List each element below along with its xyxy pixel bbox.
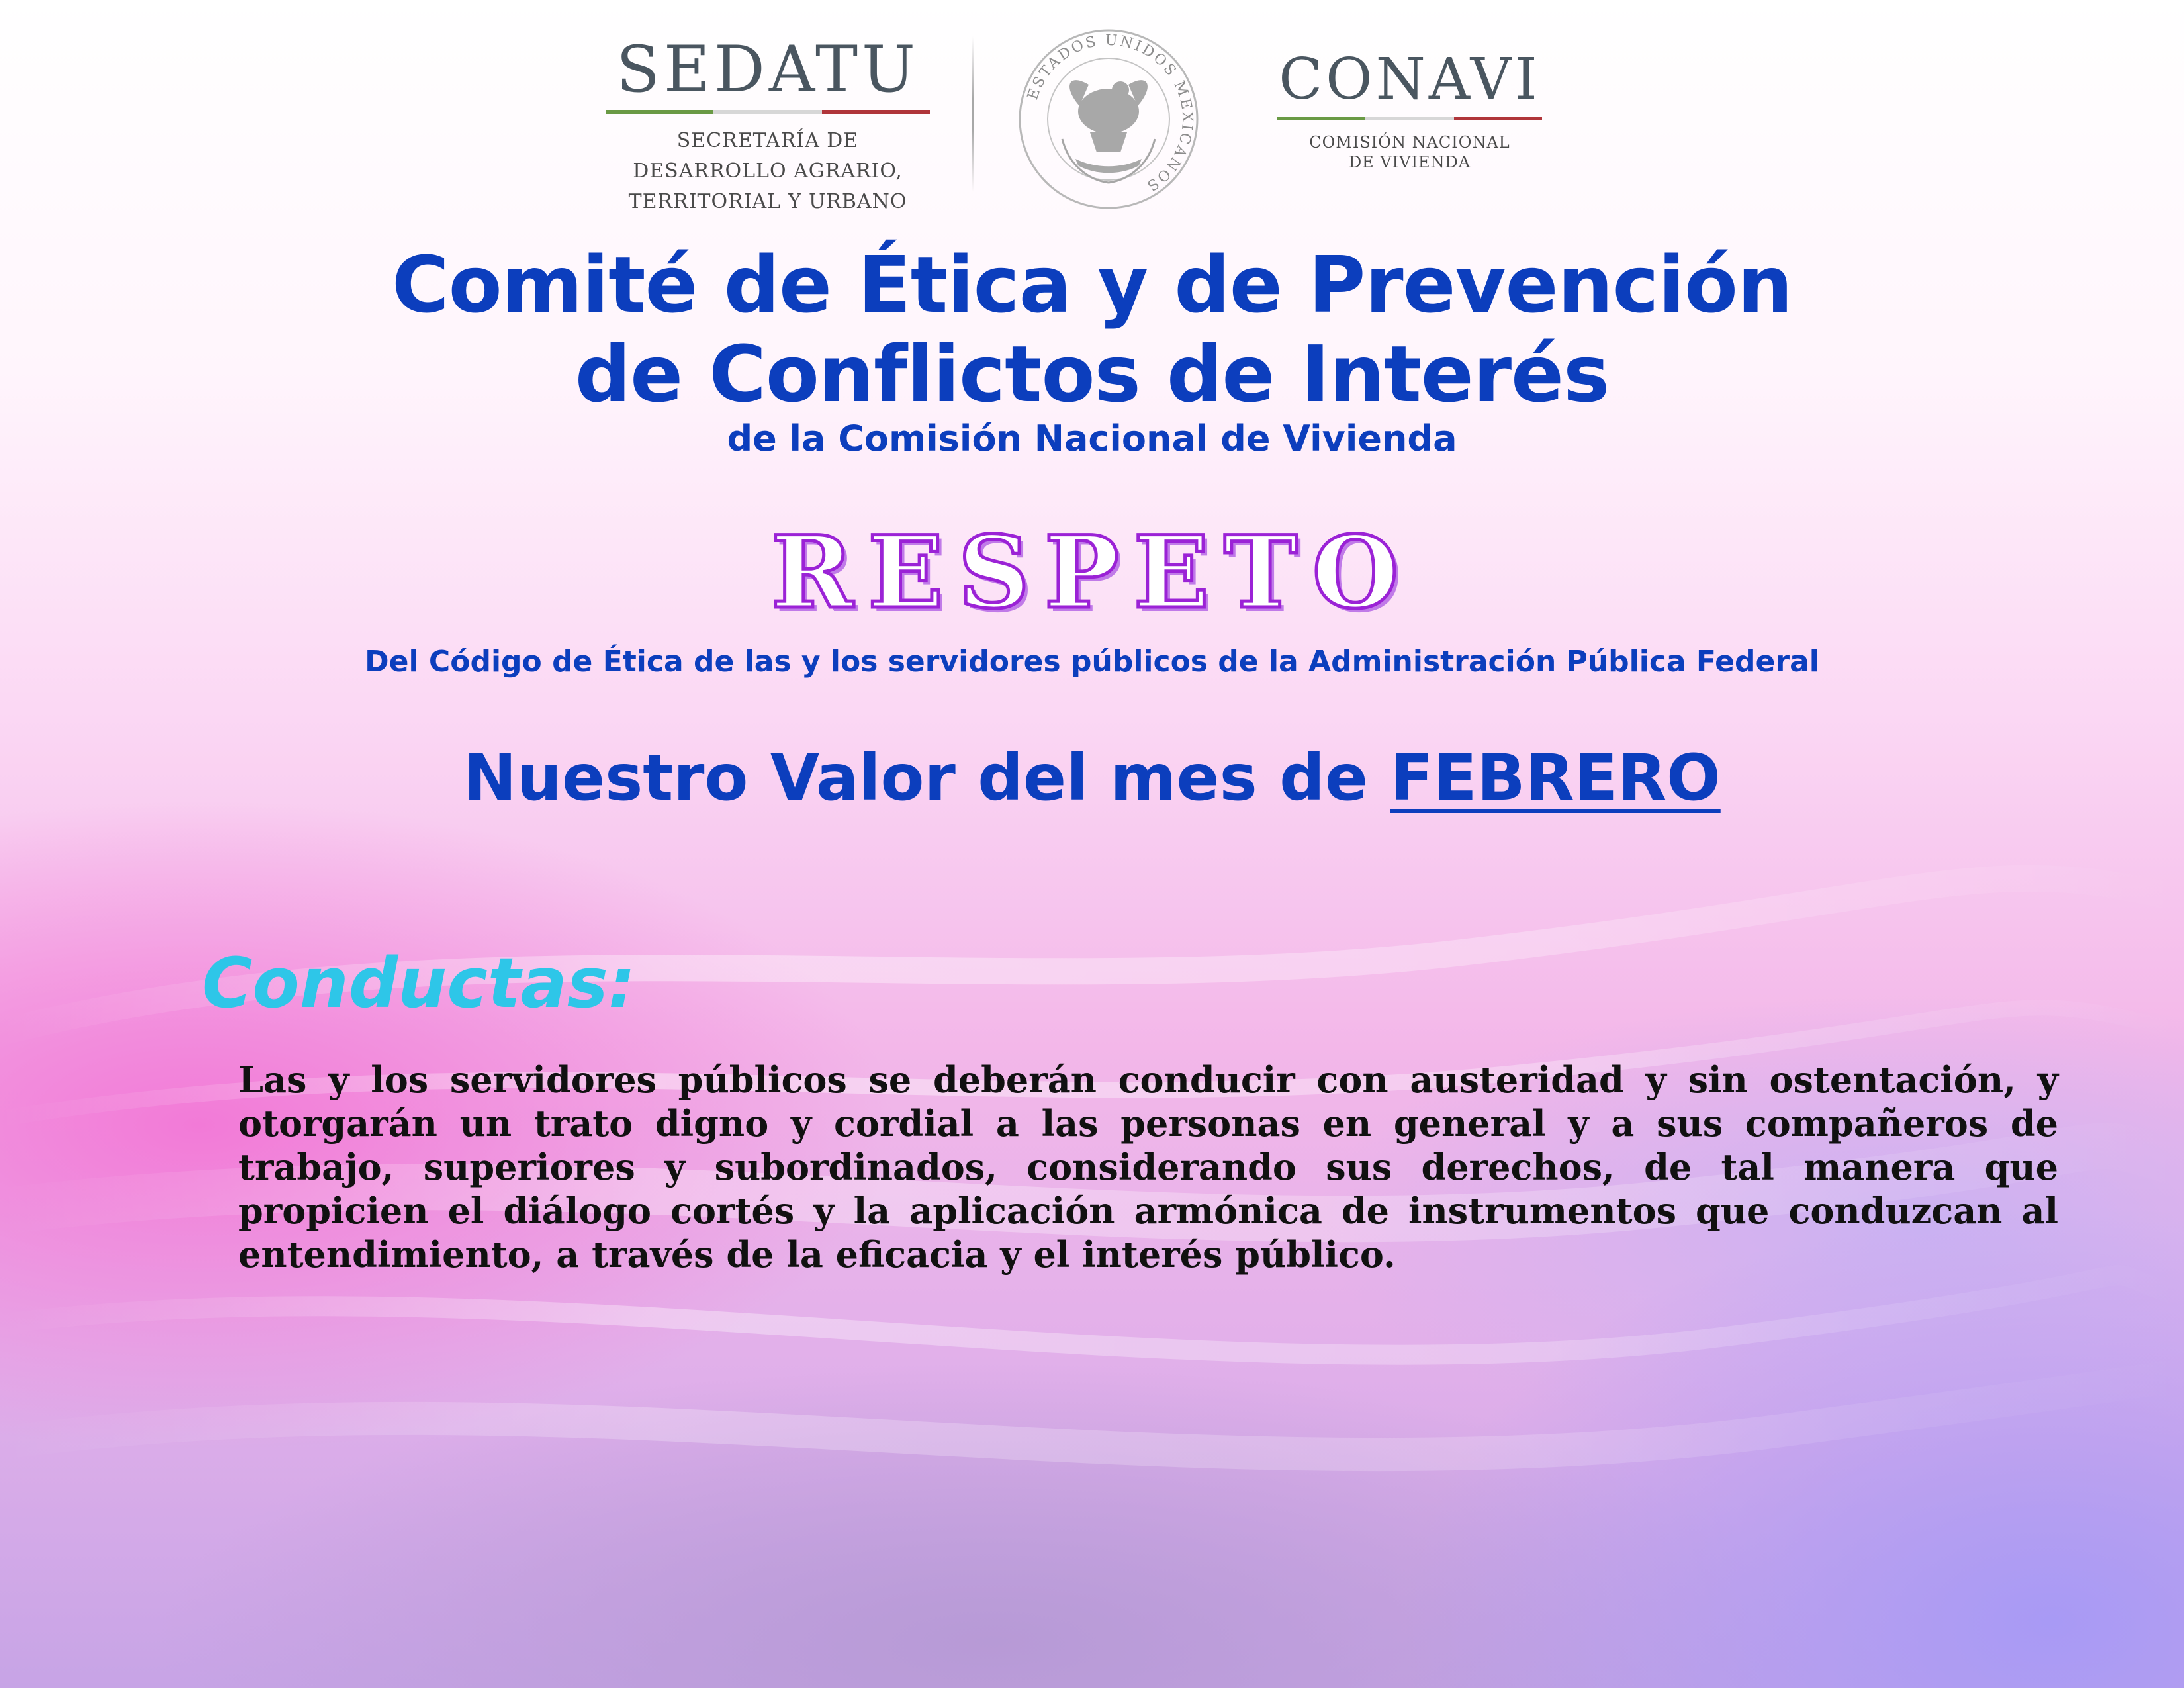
month-value-line	[0, 738, 2184, 818]
month-name: FEBRERO	[1390, 741, 1721, 815]
tricolor-rule	[1277, 117, 1542, 120]
sedatu-subtitle-line-2: DESARROLLO AGRARIO,	[633, 160, 903, 183]
value-name: RESPETO	[770, 514, 1414, 631]
page-title-line-2: de Conflictos de Interés	[574, 328, 1610, 420]
conavi-wordmark: CONAVI	[1279, 46, 1541, 113]
page-title-line-1: Comité de Ética y de Prevención	[392, 239, 1792, 330]
sedatu-wordmark: SEDATU	[616, 32, 919, 107]
page-subtitle: de la Comisión Nacional de Vivienda	[727, 418, 1457, 459]
conavi-subtitle-line-2: DE VIVIENDA	[1348, 153, 1471, 171]
conductas-text: Las y los servidores públicos se deberán conducir con austeridad y sin ostentación, y otorgarán un trato digno y cordial a las personas en general y a sus compañeros de trabajo, superiores y subordinados, considerando sus derechos, de tal manera que propicien el diálogo cortés y la aplicación armónica de instrumentos que conduzcan al entendimiento, a través de la eficacia y el interés público.	[238, 1058, 2058, 1276]
tricolor-rule	[606, 110, 930, 114]
sedatu-logo	[606, 33, 930, 217]
conavi-logo	[1277, 46, 1542, 172]
sedatu-subtitle-line-3: TERRITORIAL Y URBANO	[628, 190, 907, 213]
sedatu-subtitle-line-1: SECRETARÍA DE	[676, 129, 859, 152]
national-coat-of-arms-icon	[1016, 26, 1201, 212]
month-value-prefix: Nuestro Valor del mes de	[463, 741, 1390, 815]
seal-ring-text: ESTADOS UNIDOS MEXICANOS	[1024, 32, 1196, 195]
conavi-subtitle-line-1: COMISIÓN NACIONAL	[1309, 133, 1510, 152]
source-reference: Del Código de Ética de las y los servidores públicos de la Administración Pública Federal	[365, 645, 1819, 679]
logo-divider	[972, 36, 974, 192]
conductas-heading: Conductas:	[202, 943, 636, 1023]
